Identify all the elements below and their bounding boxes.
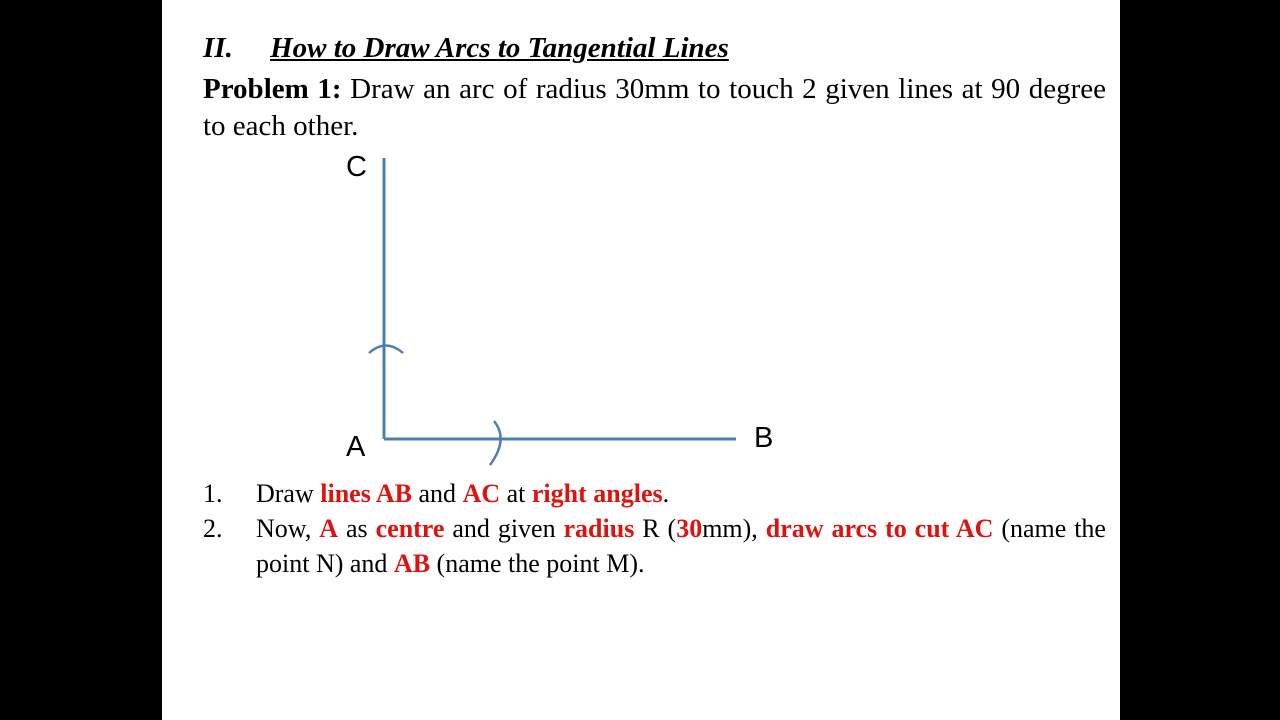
slide xyxy=(162,0,1120,720)
step-text: Draw xyxy=(256,479,321,508)
problem-label: Problem 1: xyxy=(203,73,342,105)
step-text: (name the point N) and xyxy=(256,514,1106,578)
step-text: and given xyxy=(444,514,564,543)
step-highlight-text: AB xyxy=(393,549,431,578)
problem-text: Draw an arc of radius 30mm to touch 2 given lines at 90 degree to each other. xyxy=(203,73,1107,142)
step-text: and xyxy=(412,479,463,508)
step-number: 2. xyxy=(203,514,223,543)
step-highlight-text: centre xyxy=(375,514,445,543)
heading-title: How to Draw Arcs to Tangential Lines xyxy=(270,32,729,64)
step-number: 1. xyxy=(203,479,223,508)
step-highlight-text: right angles xyxy=(531,479,663,508)
label-point-c: C xyxy=(346,151,367,183)
step-text: . xyxy=(662,479,670,508)
step-text: R ( xyxy=(634,514,677,543)
step-highlight-text: radius xyxy=(563,514,635,543)
label-point-a: A xyxy=(346,431,366,463)
step-highlight-text: AC xyxy=(462,479,501,508)
arc-m xyxy=(490,421,501,465)
step-item xyxy=(203,476,1106,511)
arc-n xyxy=(369,346,403,354)
step-text: Now, xyxy=(256,514,320,543)
heading-number: II. xyxy=(203,32,233,64)
step-highlight-text: 30 xyxy=(676,514,703,543)
steps-list xyxy=(203,476,1106,581)
step-highlight-text: A xyxy=(319,514,339,543)
step-item xyxy=(203,511,1106,581)
step-highlight-text: lines AB xyxy=(320,479,413,508)
step-highlight-text: draw arcs to cut AC xyxy=(765,514,994,543)
construction-diagram xyxy=(162,0,1120,720)
step-text: (name the point M). xyxy=(430,549,645,578)
step-text: mm), xyxy=(702,514,766,543)
step-text: as xyxy=(338,514,376,543)
label-point-b: B xyxy=(754,422,774,454)
step-text: at xyxy=(500,479,532,508)
